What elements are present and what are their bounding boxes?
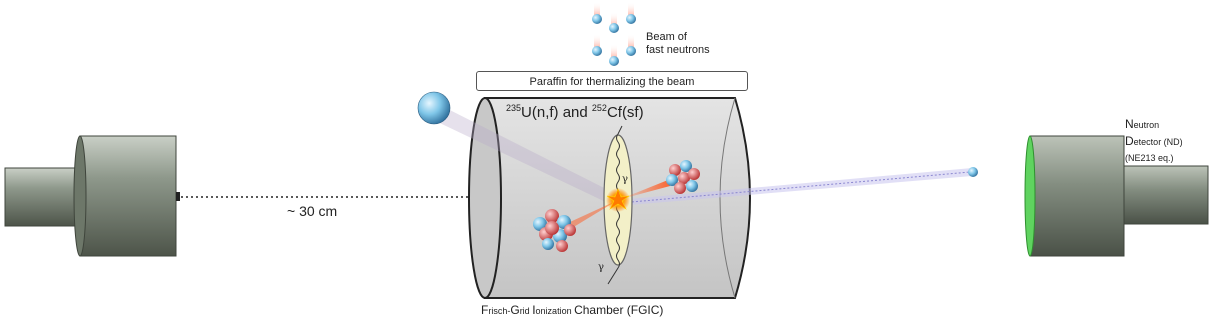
emitted-neutron-large	[418, 92, 450, 124]
beam-label	[646, 31, 710, 57]
detector-label-line3: (NE213 eq.)	[1125, 153, 1174, 163]
u-mass-number: 235	[506, 103, 522, 113]
beam-label-line2: fast neutrons	[646, 44, 710, 56]
beam-label-line1: Beam of	[646, 31, 687, 43]
chamber-cap-c: C	[574, 303, 583, 317]
chamber-cap-i: I	[532, 303, 536, 317]
paraffin-box: Paraffin for thermalizing the beam	[476, 71, 748, 91]
chamber-rest-3: onization	[535, 306, 575, 316]
detector-label	[1125, 116, 1183, 166]
chamber-cap-f: F	[481, 303, 489, 317]
chamber-cap-g: G	[510, 303, 520, 317]
distance-label: ~ 30 cm	[287, 203, 338, 219]
detector-label-line2: Detector (ND)	[1125, 134, 1183, 148]
emitted-neutron-small	[968, 167, 978, 177]
chamber-rest-4: hamber (FGIC)	[582, 303, 664, 317]
cf-mass-number: 252	[591, 103, 607, 113]
beam-neutrons	[592, 2, 636, 66]
gamma-symbol-up: γ	[622, 174, 628, 185]
scintillator-face	[1025, 136, 1035, 256]
left-detector	[5, 136, 180, 256]
cf-reaction: Cf(sf)	[606, 104, 644, 121]
detector-label-line1: Neutron	[1125, 117, 1160, 131]
chamber-label	[481, 303, 663, 317]
u-reaction: U(n,f) and	[521, 104, 592, 121]
gamma-symbol-down: γ	[598, 262, 604, 273]
chamber-rest-2: rid	[519, 306, 533, 316]
reaction-label	[506, 103, 644, 121]
chamber-rest-1: risch-	[488, 306, 511, 316]
